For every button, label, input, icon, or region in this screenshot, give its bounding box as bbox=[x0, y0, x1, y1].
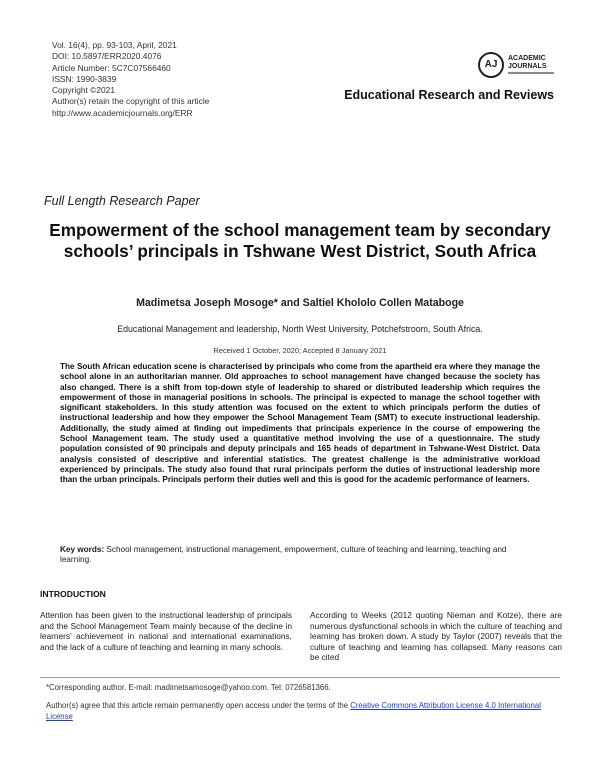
logo-line-2: JOURNALS bbox=[508, 63, 547, 70]
affiliation: Educational Management and leadership, North West University, Potchefstroom, South Africa. bbox=[117, 324, 483, 334]
paper-title: Empowerment of the school management team by secondary schools’ principals in Tshwane West District, South Africa bbox=[49, 220, 551, 261]
keywords bbox=[60, 545, 540, 566]
keywords-label: Key words: bbox=[60, 545, 105, 554]
meta-volume: Vol. 16(4), pp. 93-103, April, 2021 bbox=[52, 40, 177, 50]
aj-logo-icon: AJ bbox=[478, 52, 504, 78]
logo-line-1: ACADEMIC bbox=[508, 55, 546, 62]
received-accepted-dates: Received 1 October, 2020; Accepted 8 January 2021 bbox=[213, 346, 387, 355]
section-heading-introduction: INTRODUCTION bbox=[40, 589, 106, 599]
meta-doi: DOI: 10.5897/ERR2020.4076 bbox=[52, 51, 162, 62]
meta-copyright: Copyright ©2021 bbox=[52, 85, 115, 96]
meta-article-number: Article Number: 5C7C07566460 bbox=[52, 62, 171, 73]
meta-rights: Author(s) retain the copyright of this article bbox=[52, 96, 210, 107]
authors: Madimetsa Joseph Mosoge* and Saltiel Khololo Collen Mataboge bbox=[136, 297, 464, 309]
journal-name: Educational Research and Reviews bbox=[344, 88, 554, 102]
publisher-logo bbox=[478, 52, 568, 80]
intro-column-left: Attention has been given to the instructional leadership of principals and the School Management Team mainly because of the decline in learners’ achievement in national and international examinations, and the lack of a culture of teaching and learning in many schools. bbox=[40, 610, 292, 652]
corresponding-author: *Corresponding author. E-mail: madimetsamosoge@yahoo.com. Tel: 0726581366. bbox=[46, 683, 331, 692]
article-metadata bbox=[52, 40, 209, 119]
intro-column-right: According to Weeks (2012 quoting Nieman and Kotze), there are numerous dysfunctional schools in which the culture of teaching and learning has broken down. A study by Taylor (2007) reveals that the culture of teaching and learning has collapsed. Many reasons can be cited bbox=[310, 610, 562, 662]
license-statement bbox=[46, 701, 566, 722]
meta-issn: ISSN: 1990-3839 bbox=[52, 73, 117, 84]
footnote-divider bbox=[40, 677, 560, 678]
logo-tagline-bar bbox=[508, 72, 554, 74]
abstract: The South African education scene is characterised by principals who come from the apartheid era where they manage the school alone in an authoritarian manner. Old approaches to school management have changed because the society has also changed. There is a shift from top-down style of leadership to shared or distributed leadership which requires the empowerment of those in managerial positions in schools. The principal is expected to manage the school together with significant stakeholders. In this study attention was focused on the extent to which principals perform the duties of instructional leadership and how they empower the School Management Team (SMT) to execute instructional leadership. Additionally, the study aimed at finding out impediments that principals experience in the course of empowering the School Management team. The study used a quantitative method involving the use of a questionnaire. The study population consisted of 90 principals and deputy principals and 165 heads of department in Tshwane-West District. Data analysis consisted of descriptive and inferential statistics. The greatest challenge is the administrative workload experienced by principals. The study also found that rural principals perform the duties of instructional leadership more than the urban principals. Principals perform their duties well and this is good for the academic performance of learners. bbox=[60, 362, 540, 485]
meta-url[interactable]: http://www.academicjournals.org/ERR bbox=[52, 107, 193, 118]
paper-type: Full Length Research Paper bbox=[44, 194, 200, 208]
license-link[interactable]: Creative Commons Attribution License 4.0 International License bbox=[46, 701, 541, 721]
keywords-text: School management, instructional management, empowerment, culture of teaching and learning, teaching and learning. bbox=[60, 545, 507, 565]
license-prefix: Author(s) agree that this article remain permanently open access under the terms of the bbox=[46, 701, 351, 710]
logo-wordmark bbox=[508, 55, 547, 71]
